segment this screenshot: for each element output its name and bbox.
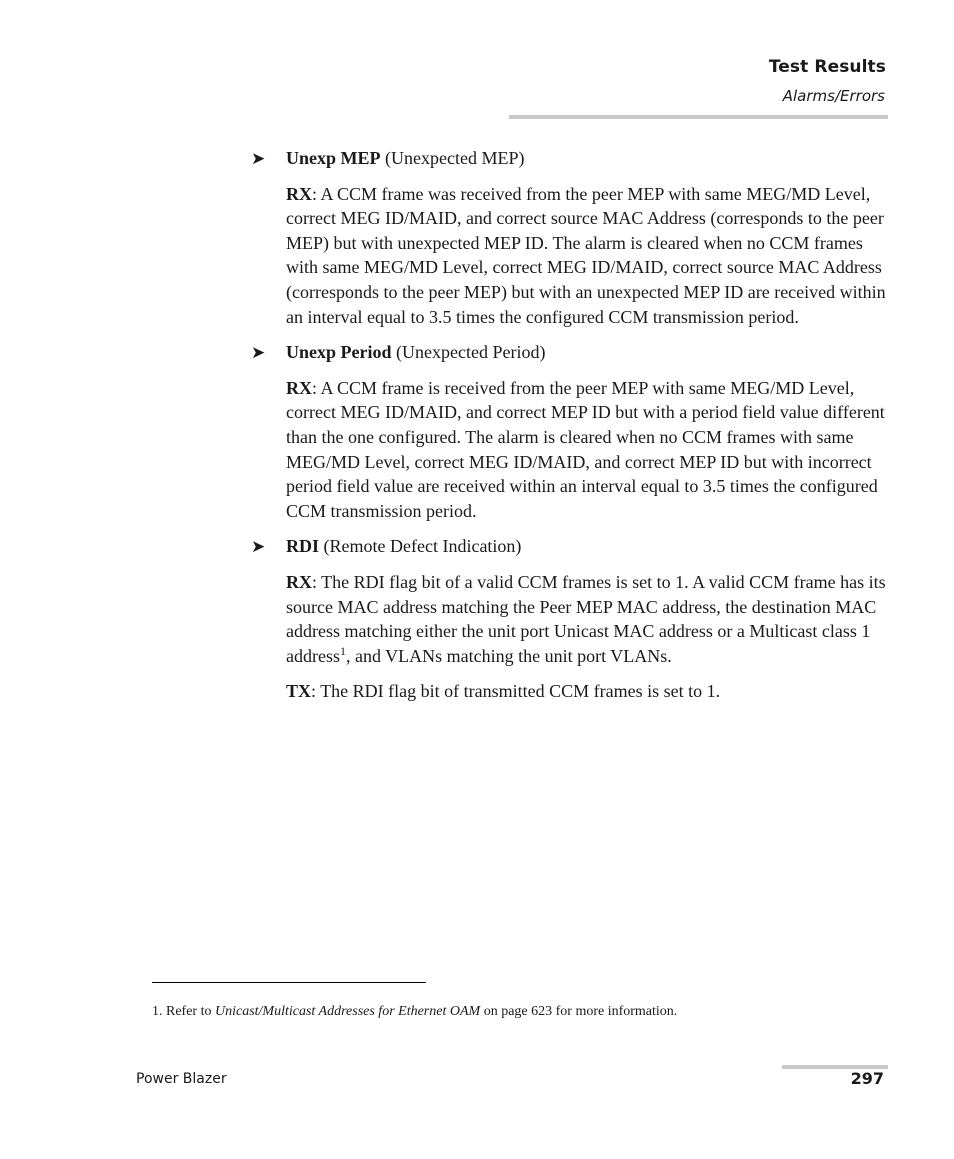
arrow-bullet-icon: ➤ bbox=[251, 343, 266, 364]
footnote-cross-reference-link[interactable]: Unicast/Multicast Addresses for Ethernet OAM bbox=[214, 1004, 481, 1019]
page-header-subtitle: Alarms/Errors bbox=[782, 87, 885, 105]
arrow-bullet-icon: ➤ bbox=[251, 537, 266, 558]
direction-label: RX bbox=[286, 571, 312, 592]
description-text: : The RDI flag bit of a valid CCM frames is set to 1. A valid CCM frame has its source MAC address matching the Peer MEP MAC address, the destination MAC address matching either the unit port Unicast MAC address or a Multicast class 1 address bbox=[286, 571, 886, 666]
description-text-continued: , and VLANs matching the unit port VLANs. bbox=[345, 645, 672, 666]
page-number: 297 bbox=[850, 1069, 884, 1088]
footnote-separator bbox=[152, 982, 426, 983]
item-description-tx bbox=[286, 679, 886, 704]
footnote-suffix: on page 623 for more information. bbox=[480, 1004, 678, 1019]
direction-label: RX bbox=[286, 183, 312, 204]
item-term: Unexp MEP bbox=[286, 148, 381, 168]
item-expansion: (Unexpected Period) bbox=[391, 342, 546, 363]
direction-label: RX bbox=[286, 377, 312, 398]
header-rule bbox=[509, 115, 888, 119]
direction-label: TX bbox=[286, 681, 312, 702]
item-description-rx bbox=[286, 570, 886, 668]
list-item-rdi bbox=[251, 534, 886, 704]
description-text: : A CCM frame is received from the peer MEP with same MEG/MD Level, correct MEG ID/MAID, and correct MEP ID but with a period field value different than the one configured. The alarm is cleared when no CCM frames with same MEG/MD Level, correct MEG ID/MAID, and correct MEP ID but with incorrect period field value are received within an interval equal to 3.5 times the configured CCM transmission period. bbox=[286, 377, 885, 521]
item-heading bbox=[251, 146, 886, 171]
footnote-prefix: 1. Refer to bbox=[152, 1004, 215, 1019]
description-text: : The RDI flag bit of transmitted CCM frames is set to 1. bbox=[311, 681, 721, 702]
item-description bbox=[286, 376, 886, 524]
item-expansion: (Unexpected MEP) bbox=[380, 148, 525, 168]
page-header-title: Test Results bbox=[768, 57, 886, 77]
item-term: Unexp Period bbox=[286, 342, 392, 363]
item-description bbox=[286, 182, 886, 330]
arrow-bullet-icon: ➤ bbox=[251, 149, 266, 169]
item-expansion: (Remote Defect Indication) bbox=[319, 536, 522, 557]
list-item-unexp-mep bbox=[251, 146, 886, 329]
item-heading bbox=[251, 340, 886, 365]
item-term: RDI bbox=[286, 536, 320, 557]
main-content bbox=[251, 146, 886, 715]
footnote bbox=[152, 1004, 677, 1020]
description-text: : A CCM frame was received from the peer MEP with same MEG/MD Level, correct MEG ID/MAID, and correct source MAC Address (corresponds to the peer MEP) but with unexpected MEP ID. The alarm is cleared when no CCM frames with same MEG/MD Level, correct MEG ID/MAID, correct source MAC Address (corresponds to the peer MEP) but with an unexpected MEP ID are received within an interval equal to 3.5 times the configured CCM transmission period. bbox=[286, 183, 886, 327]
footnote-reference[interactable]: 1 bbox=[339, 643, 346, 658]
list-item-unexp-period bbox=[251, 340, 886, 523]
footer-product-name: Power Blazer bbox=[136, 1071, 227, 1087]
item-heading bbox=[251, 534, 886, 559]
